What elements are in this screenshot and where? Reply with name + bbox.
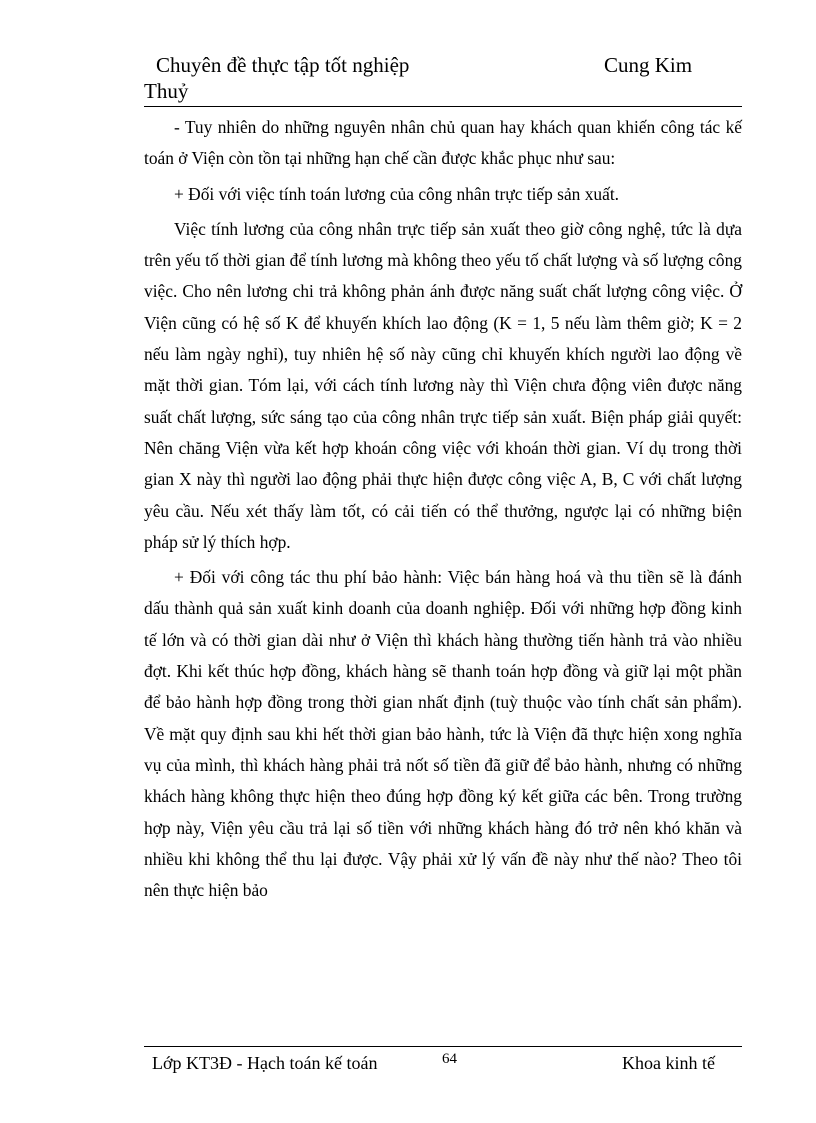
paragraph-salary-body: Việc tính lương của công nhân trực tiếp sản xuất theo giờ công nghệ, tức là dựa trên yếu tố thời gian để tính lương mà không theo yếu tố chất lượng và số lượng công việc. Cho nên lương chi trả không phản ánh được năng suất chất lượng công việc. Ở Viện cũng có hệ số K để khuyến khích lao động (K = 1, 5 nếu làm thêm giờ; K = 2 nếu làm ngày nghỉ), tuy nhiên hệ số này cũng chỉ khuyến khích người lao động về mặt thời gian. Tóm lại, với cách tính lương này thì Viện chưa động viên được năng suất chất lượng, sức sáng tạo của công nhân trực tiếp sản xuất. Biện pháp giải quyết: Nên chăng Viện vừa kết hợp khoán công việc với khoán thời gian. Ví dụ trong thời gian X này thì người lao động phải thực hiện được công việc A, B, C với chất lượng yêu cầu. Nếu xét thấy làm tốt, có cải tiến có thể thưởng, ngược lại có những biện pháp sử lý thích hợp. xyxy=(144,218,742,552)
paragraph-warranty: + Đối với công tác thu phí bảo hành: Việc bán hàng hoá và thu tiền sẽ là đánh dấu thành quả sản xuất kinh doanh của doanh nghiệp. Đối với những hợp đồng kinh tế lớn và có thời gian dài như ở Viện thì khách hàng thường tiến hành trả vào nhiều đợt. Khi kết thúc hợp đồng, khách hàng sẽ thanh toán hợp đồng và giữ lại một phần để bảo hành hợp đồng trong thời gian nhất định (tuỳ thuộc vào tính chất sản phẩm). Về mặt quy định sau khi hết thời gian bảo hành, tức là Viện đã thực hiện xong nghĩa vụ của mình, thì khách hàng phải trả nốt số tiền đã giữ để bảo hành, nhưng có những khách hàng không thực hiện theo đúng hợp đồng ký kết giữa các bên. Trong trường hợp này, Viện yêu cầu trả lại số tiền với những khách hàng đó trở nên khó khăn và nhiều khi không thể thu lại được. Vậy phải xử lý vấn đề này như thế nào? Theo tôi nên thực hiện bảo xyxy=(144,567,742,901)
page-number: 64 xyxy=(442,1051,457,1067)
header-author: Cung Kim xyxy=(604,53,693,77)
paragraph-intro: - Tuy nhiên do những nguyên nhân chủ quan hay khách quan khiến công tác kế toán ở Viện còn tồn tại những hạn chế cần được khắc phục như sau: xyxy=(144,117,742,169)
document-body xyxy=(144,112,742,910)
page-footer xyxy=(144,1046,742,1077)
page-header xyxy=(144,52,742,107)
header-title: Chuyên đề thực tập tốt nghiệp xyxy=(156,53,410,77)
paragraph-salary-heading: + Đối với việc tính toán lương của công nhân trực tiếp sản xuất. xyxy=(174,183,619,204)
header-author-continued: Thuỷ xyxy=(144,79,189,103)
footer-class: Lớp KT3Đ - Hạch toán kế toán xyxy=(152,1053,378,1073)
footer-faculty: Khoa kinh tế xyxy=(622,1053,715,1073)
